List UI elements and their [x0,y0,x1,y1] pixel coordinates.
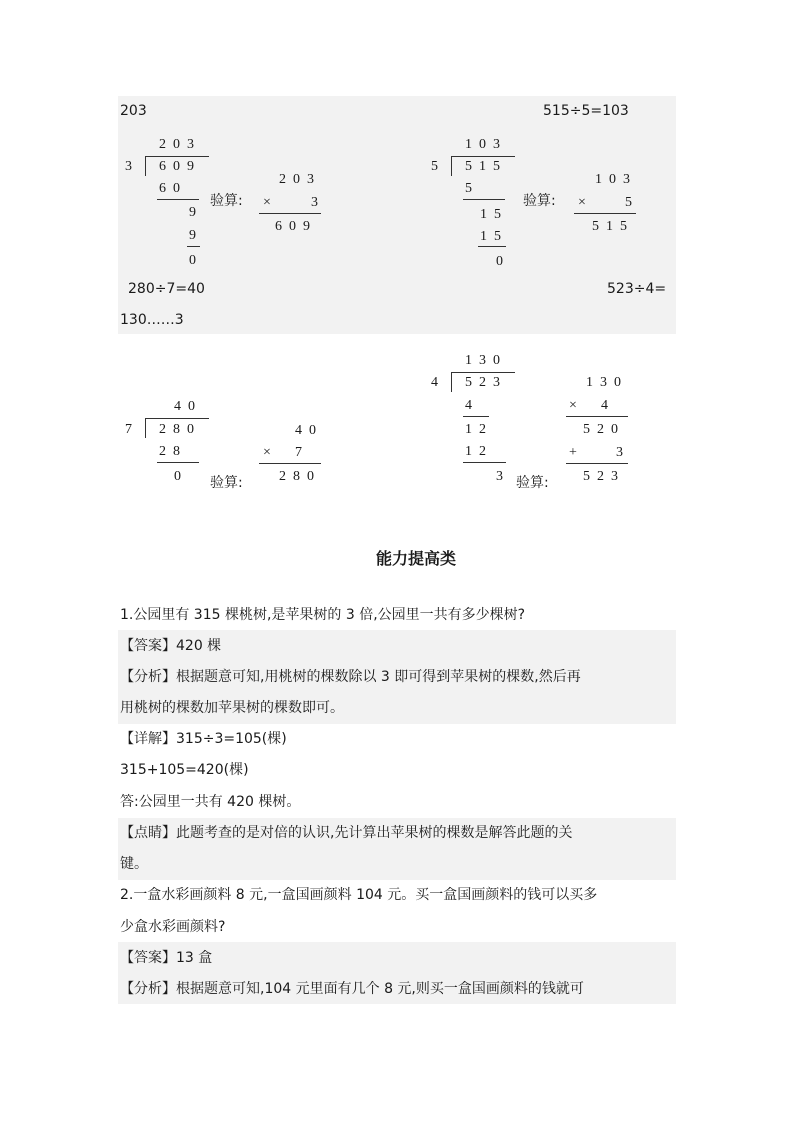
subtract-2: 15 [480,229,508,244]
dividend: 280 [159,422,201,437]
check-label: 验算: [210,193,243,209]
divisor: 3 [125,159,139,174]
eq2-header: 515÷5=103 [543,103,629,119]
division-bracket [451,156,452,176]
rule [187,246,200,247]
q1-detail-line2: 315+105=420(棵) [120,762,249,778]
rule [157,462,199,463]
check-op: × [578,195,593,210]
remainder-1: 9 [189,205,203,220]
rule [259,463,321,464]
q1-analysis-line2: 用桃树的棵数加苹果树的棵数即可。 [120,700,344,716]
eq4-header-b: 130……3 [120,312,184,328]
divisor: 4 [431,375,445,390]
remainder-1: 12 [465,422,493,437]
rule [157,199,199,200]
remainder-1: 0 [174,469,188,484]
q1-answer: 【答案】420 棵 [120,638,222,654]
quotient: 130 [465,353,507,368]
eq3-header: 280÷7=40 [128,281,205,297]
check-a: 130 [586,375,628,390]
eq4-header-a: 523÷4= [607,281,667,297]
check-label: 验算: [523,193,556,209]
quotient: 40 [174,399,202,414]
q1-point-line2: 键。 [120,856,148,872]
q1-detail-line3: 答:公园里一共有 420 棵树。 [120,794,301,810]
subtract-1: 60 [159,181,187,196]
rule [574,213,636,214]
q1-detail-line1: 【详解】315÷3=105(棵) [120,731,287,747]
check-a: 40 [295,423,323,438]
q1-question: 1.公园里有 315 棵桃树,是苹果树的 3 倍,公园里一共有多少棵树? [120,607,526,623]
check-op: × [263,445,278,460]
check-b: 5 [625,195,639,210]
check-label: 验算: [516,475,549,491]
division-bar [145,156,209,157]
check-a: 203 [279,172,321,187]
check-c: 3 [616,445,630,460]
q2-answer: 【答案】13 盒 [120,950,213,966]
check-op2: + [569,445,584,460]
q1-analysis-line1: 【分析】根据题意可知,用桃树的棵数除以 3 即可得到苹果树的棵数,然后再 [120,669,581,685]
division-bracket [145,418,146,438]
rule [463,416,489,417]
subtract-1: 4 [465,398,479,413]
divisor: 5 [431,159,445,174]
q2-question-line1: 2.一盒水彩画颜料 8 元,一盒国画颜料 104 元。买一盒国画颜料的钱可以买多 [120,887,598,903]
subtract-2: 9 [189,228,203,243]
q2-analysis-line1: 【分析】根据题意可知,104 元里面有几个 8 元,则买一盒国画颜料的钱就可 [120,981,584,997]
division-bracket [145,156,146,176]
division-bracket [451,372,452,392]
check-result: 609 [275,219,317,234]
check-op: × [263,195,278,210]
quotient: 103 [465,137,507,152]
subtract-2: 12 [465,444,493,459]
q2-question-line2: 少盒水彩画颜料? [120,919,226,935]
division-bar [145,418,209,419]
quotient: 203 [159,137,201,152]
remainder-1: 15 [480,207,508,222]
subtract-1: 28 [159,444,187,459]
section-title: 能力提高类 [376,549,457,568]
rule [463,199,505,200]
check-partial: 520 [583,422,625,437]
check-result: 515 [592,219,634,234]
dividend: 515 [465,159,507,174]
check-label: 验算: [210,475,243,491]
check-a: 103 [595,172,637,187]
check-result: 280 [279,469,321,484]
check-b: 7 [295,445,309,460]
division-bar [451,156,515,157]
rule [478,246,506,247]
division-bar [451,372,515,373]
subtract-1: 5 [465,181,479,196]
eq1-header: 203 [120,103,147,119]
divisor: 7 [125,422,139,437]
check-result: 523 [583,469,625,484]
rule [463,462,506,463]
rule [566,463,628,464]
check-b: 4 [601,398,615,413]
q1-point-line1: 【点睛】此题考查的是对倍的认识,先计算出苹果树的棵数是解答此题的关 [120,825,573,841]
remainder-2: 3 [496,469,510,484]
check-op: × [569,398,584,413]
remainder-2: 0 [496,254,510,269]
check-b: 3 [311,195,325,210]
remainder-2: 0 [189,253,203,268]
dividend: 523 [465,375,507,390]
rule [259,213,321,214]
rule [566,416,628,417]
dividend: 609 [159,159,201,174]
